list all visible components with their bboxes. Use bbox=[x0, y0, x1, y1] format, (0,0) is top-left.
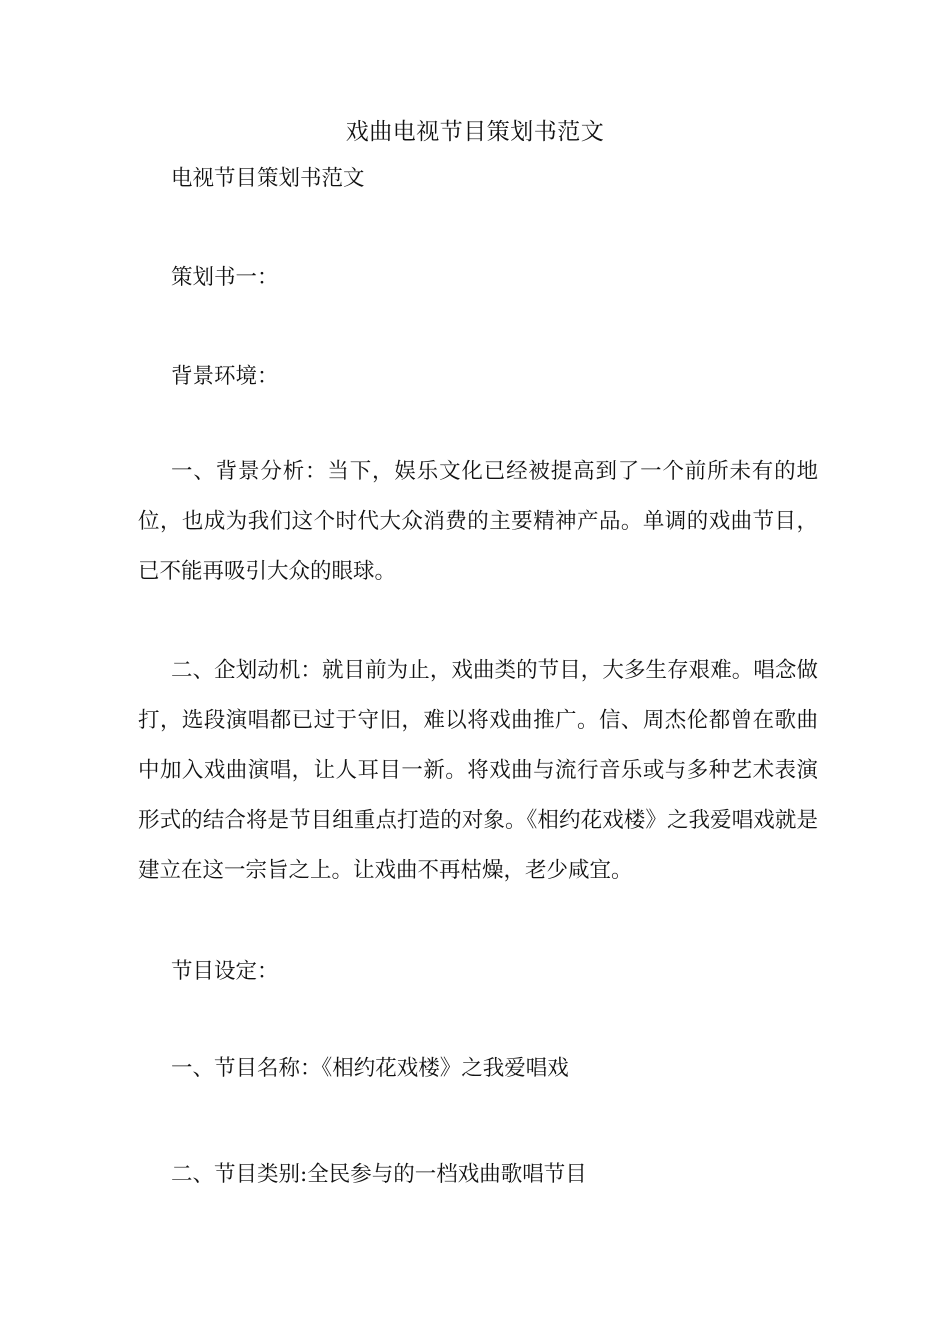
document-title: 戏曲电视节目策划书范文 bbox=[345, 119, 605, 145]
paragraph-planning-motivation: 二、企划动机：就目前为止，戏曲类的节目，大多生存艰难。唱念做打，选段演唱都已过于守旧，难以将戏曲推广。信、周杰伦都曾在歌曲中加入戏曲演唱，让人耳目一新。将戏曲与流行音乐或与多种艺术表演形式的结合将是节目组重点打造的对象。《相约花戏楼》之我爱唱戏就是建立在这一宗旨之上。让戏曲不再枯燥，老少咸宜。 bbox=[138, 658, 818, 883]
program-category-line: 二、节目类别:全民参与的一档戏曲歌唱节目 bbox=[171, 1162, 587, 1187]
section-heading-background: 背景环境： bbox=[171, 364, 279, 389]
section-heading-program-settings: 节目设定： bbox=[171, 959, 279, 984]
section-heading-plan-one: 策划书一： bbox=[171, 265, 279, 290]
document-subtitle: 电视节目策划书范文 bbox=[171, 166, 365, 191]
paragraph-background-analysis: 一、背景分析：当下，娱乐文化已经被提高到了一个前所未有的地位，也成为我们这个时代大众消费的主要精神产品。单调的戏曲节目，已不能再吸引大众的眼球。 bbox=[138, 459, 818, 584]
program-name-line: 一、节目名称：《相约花戏楼》之我爱唱戏 bbox=[171, 1056, 569, 1081]
